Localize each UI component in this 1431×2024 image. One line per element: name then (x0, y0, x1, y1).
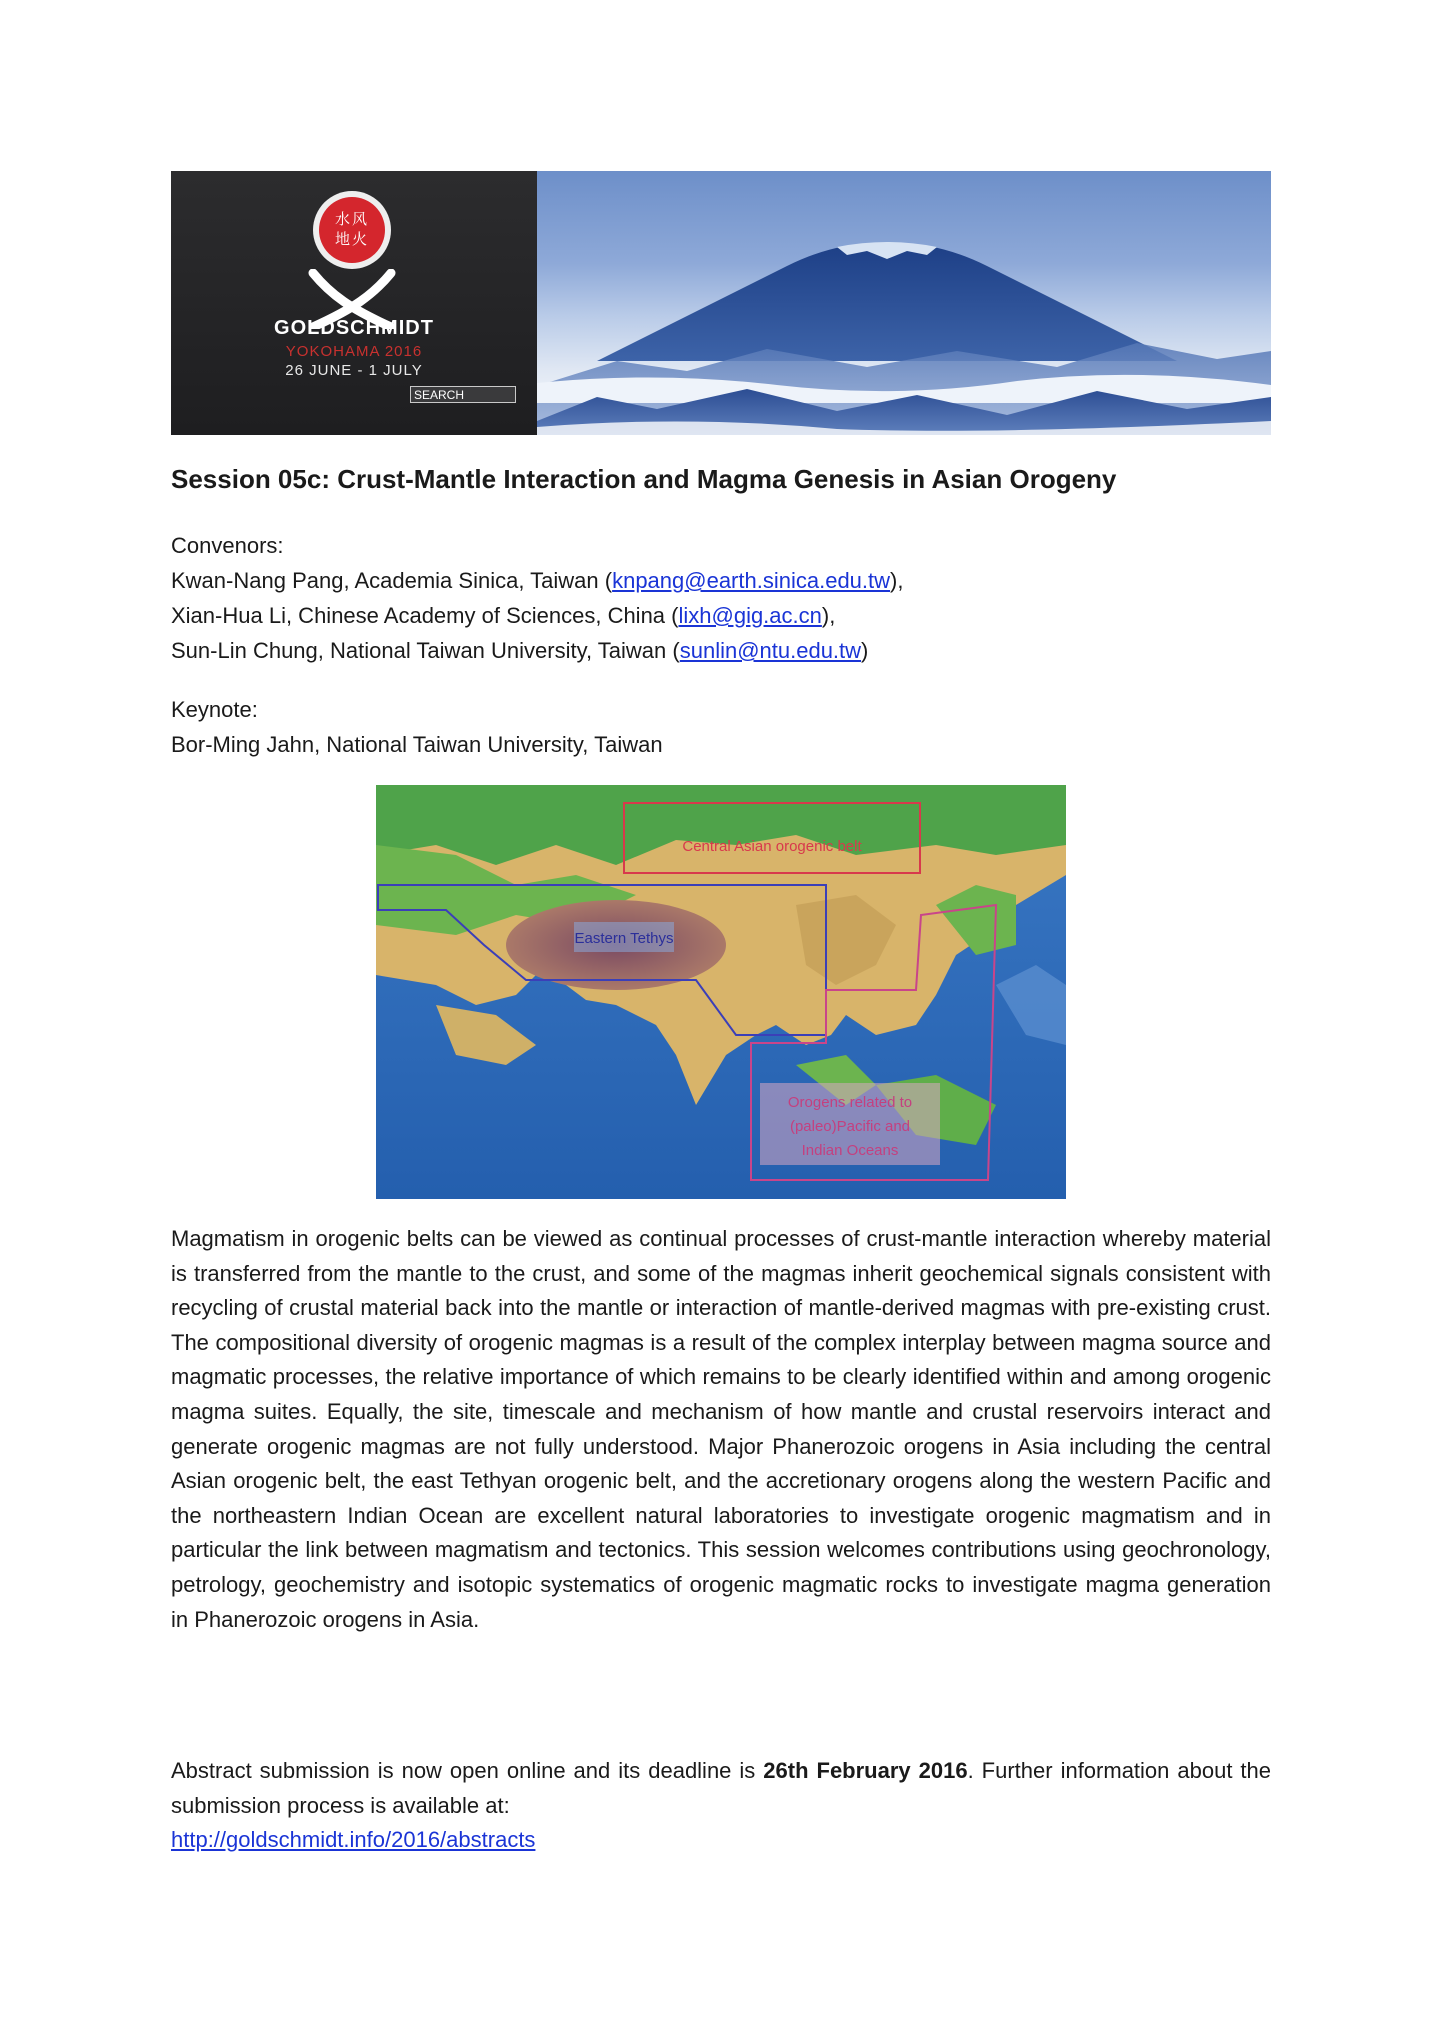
banner-logo-panel (171, 171, 537, 435)
map-label-central: Central Asian orogenic belt (682, 838, 862, 855)
convenor-line (171, 563, 1271, 598)
email-link[interactable]: knpang@earth.sinica.edu.tw (612, 568, 891, 593)
submission-text: Abstract submission is now open online and its deadline is (171, 1758, 764, 1783)
convenor-line (171, 598, 1271, 633)
map-label-pacific-3: Indian Oceans (801, 1142, 899, 1159)
abstracts-link[interactable]: http://goldschmidt.info/2016/abstracts (171, 1827, 536, 1853)
convenors-section (171, 528, 1271, 668)
convenor-name: Kwan-Nang Pang, Academia Sinica, Taiwan ( (171, 568, 613, 593)
convenors-heading: Convenors: (171, 533, 284, 558)
brand-name: GOLDSCHMIDT (274, 317, 434, 339)
deadline-date: 26th February 2016 (763, 1758, 968, 1783)
mountain-illustration (537, 171, 1271, 435)
conference-banner (171, 171, 1271, 435)
punctuation: ) (861, 638, 869, 663)
keynote-section (171, 692, 1271, 762)
keynote-speaker: Bor-Ming Jahn, National Taiwan University, Taiwan (171, 732, 663, 757)
convenor-name: Xian-Hua Li, Chinese Academy of Sciences, China ( (171, 603, 679, 628)
keynote-heading: Keynote: (171, 697, 258, 722)
brand-location: YOKOHAMA 2016 (285, 343, 423, 360)
submission-info (171, 1754, 1271, 1858)
email-link[interactable]: sunlin@ntu.edu.tw (679, 638, 862, 663)
submission-text-cont: . Further information about the submission process is available at: (171, 1758, 1272, 1818)
map-label-tethys: Eastern Tethys (574, 930, 674, 947)
email-link[interactable]: lixh@gig.ac.cn (678, 603, 822, 628)
punctuation: ), (890, 568, 904, 593)
map-graphic (376, 785, 1066, 1199)
asia-orogen-map (376, 785, 1066, 1199)
map-label-pacific-1: Orogens related to (787, 1094, 913, 1111)
brand-dates: 26 JUNE - 1 JULY (285, 362, 423, 379)
logo-glyphs: 水风地火 (334, 210, 369, 248)
search-input[interactable]: SEARCH (410, 386, 516, 403)
convenor-name: Sun-Lin Chung, National Taiwan University, Taiwan ( (171, 638, 680, 663)
mount-fuji-image (537, 171, 1271, 435)
convenor-line (171, 633, 1271, 668)
punctuation: ), (821, 603, 836, 628)
session-title: Session 05c: Crust-Mantle Interaction and Magma Genesis in Asian Orogeny (171, 464, 1117, 494)
map-label-pacific-2: (paleo)Pacific and (789, 1118, 911, 1135)
session-description: Magmatism in orogenic belts can be viewed as continual processes of crust-mantle interaction whereby material is transferred from the mantle to the crust, and some of the magmas inherit geochemical signals consistent with recycling of crustal material back into the mantle or interaction of mantle-derived magmas with pre-existing crust. The compositional diversity of orogenic magmas is a result of the complex interplay between magma source and magmatic processes, the relative importance of which remains to be clearly identified within and among orogenic magma suites. Equally, the site, timescale and mechanism of how mantle and crustal reservoirs interact and generate orogenic magmas are not fully understood. Major Phanerozoic orogens in Asia including the central Asian orogenic belt, the east Tethyan orogenic belt, and the accretionary orogens along the western Pacific and the northeastern Indian Ocean are excellent natural laboratories to investigate orogenic magmatism and in particular the link between magmatism and tectonics. This session welcomes contributions using geochronology, petrology, geochemistry and isotopic systematics of orogenic magmatic rocks to investigate magma generation in Phanerozoic orogens in Asia. (171, 1226, 1271, 1632)
